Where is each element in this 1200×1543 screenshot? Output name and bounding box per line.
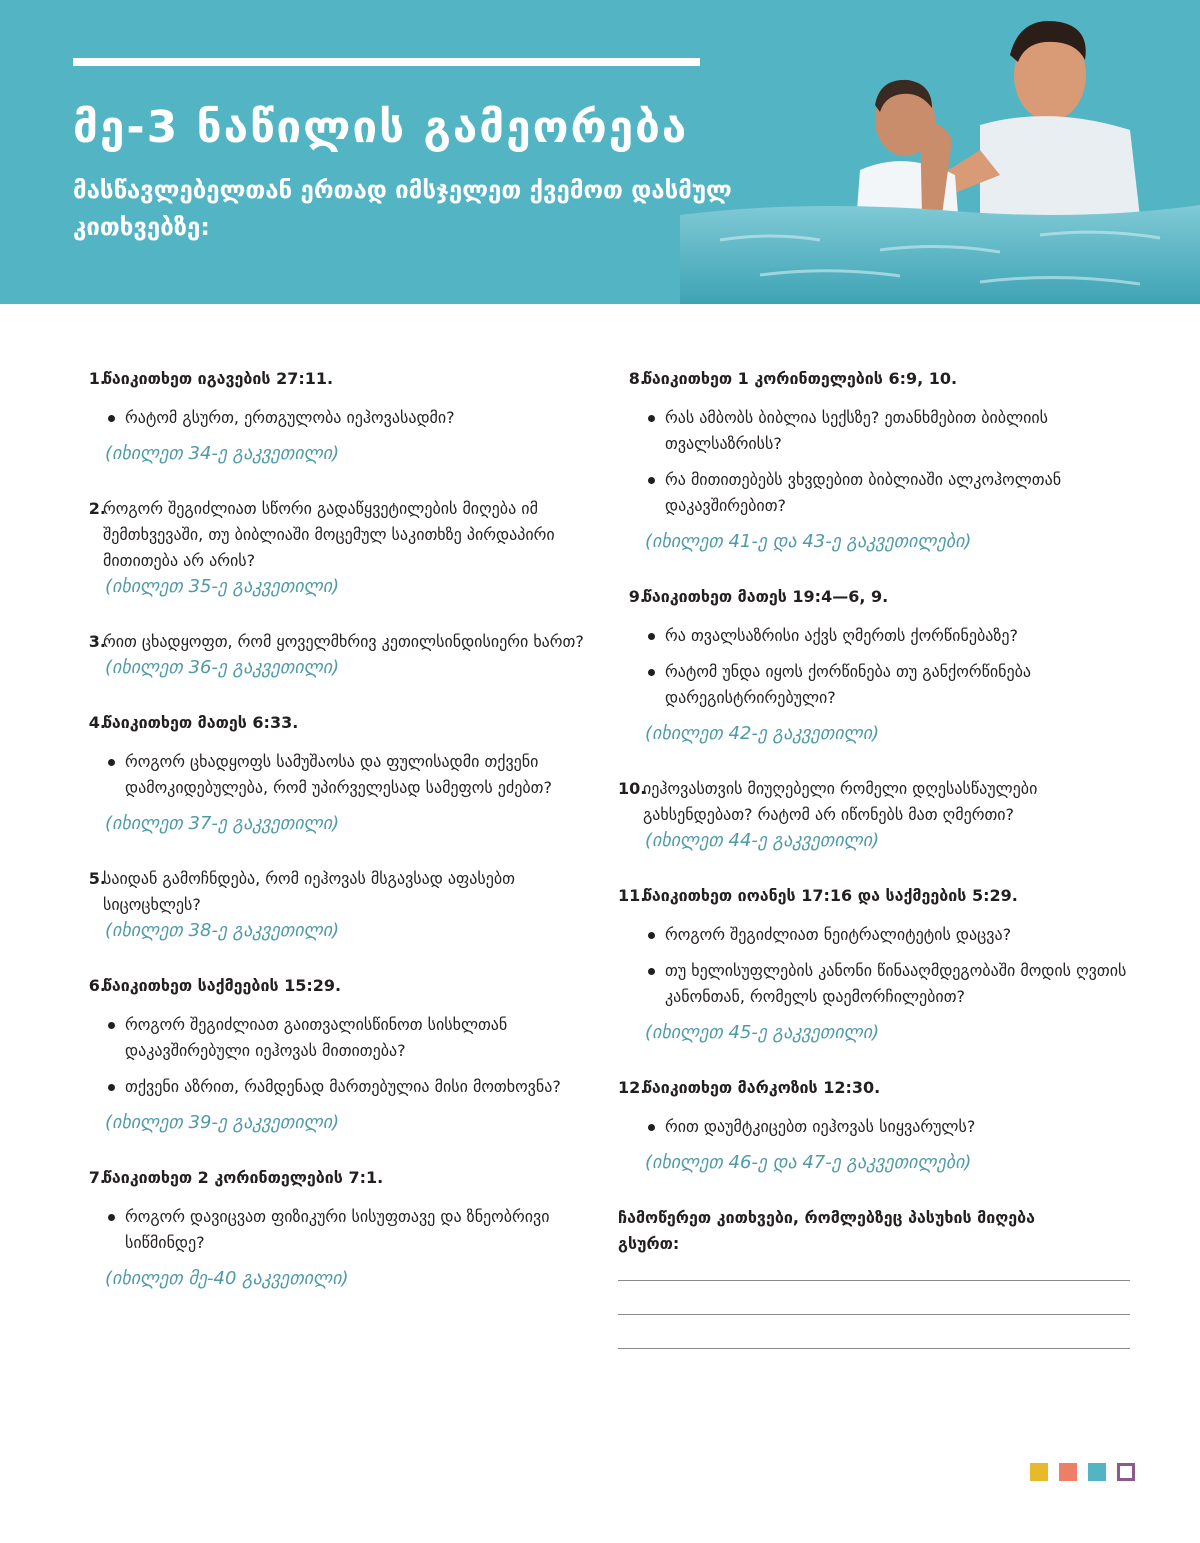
question-text: წაიკითხეთ 1 კორინთელების 6:9, 10. (643, 369, 958, 388)
question-bullets (103, 1204, 598, 1256)
question-text: იეჰოვასთვის მიუღებელი რომელი დღესასწაულები გახსენდებათ? რატომ არ იწონებს მათ ღმერთი? (643, 779, 1038, 824)
question-number: 5. (88, 869, 106, 888)
question-body (103, 496, 598, 600)
notes-title: ჩამოწერეთ კითხვები, რომლებზეც პასუხის მიღება გსურთ: (618, 1208, 1036, 1253)
question-body (103, 973, 598, 1136)
notes-lines (618, 1257, 1138, 1349)
question-body (643, 584, 1138, 747)
lesson-reference: (იხილეთ 42-ე გაკვეთილი) (645, 723, 880, 744)
lesson-reference: (იხილეთ 36-ე გაკვეთილი) (105, 657, 340, 678)
question-text: რით ცხადყოფთ, რომ ყოველმხრივ კეთილსინდისიერი ხართ? (103, 632, 584, 651)
lesson-reference: (იხილეთ მე-40 გაკვეთილი) (105, 1268, 349, 1289)
question-body (103, 1165, 598, 1292)
question-item (618, 584, 1138, 747)
header-rule (73, 58, 700, 66)
question-body (103, 629, 598, 681)
question-number: 3. (88, 632, 106, 651)
page-subtitle: მასწავლებელთან ერთად იმსჯელეთ ქვემოთ დასმულ კითხვებზე: (73, 176, 732, 241)
question-item (78, 710, 598, 837)
question-item (78, 366, 598, 467)
question-number: 6. (88, 976, 106, 995)
questions-right-column (618, 366, 1138, 1349)
question-number: 11. (618, 886, 647, 905)
question-bullets (643, 1114, 1138, 1140)
question-item (618, 366, 1138, 555)
question-number: 10. (618, 779, 647, 798)
decorative-squares (1030, 1463, 1135, 1481)
bullet-item: რა მითითებებს ვხვდებით ბიბლიაში ალკოჰოლთან დაკავშირებით? (647, 467, 1138, 519)
bullet-item: რატომ გსურთ, ერთგულობა იეჰოვასადმი? (107, 405, 598, 431)
question-text: წაიკითხეთ საქმეების 15:29. (103, 976, 342, 995)
bullet-item: თქვენი აზრით, რამდენად მართებულია მისი მოთხოვნა? (107, 1074, 598, 1100)
question-text: როგორ შეგიძლიათ სწორი გადაწყვეტილების მიღება იმ შემთხვევაში, თუ ბიბლიაში მოცემულ საკითხზე პირდაპირი მითითება არ არის? (103, 499, 555, 570)
question-bullets (103, 749, 598, 801)
question-number: 4. (88, 713, 106, 732)
question-text: წაიკითხეთ მათეს 6:33. (103, 713, 299, 732)
bullet-item: როგორ დავიცვათ ფიზიკური სისუფთავე და ზნეობრივი სიწმინდე? (107, 1204, 598, 1256)
bullet-item: როგორ შეგიძლიათ გაითვალისწინოთ სისხლთან დაკავშირებული იეჰოვას მითითება? (107, 1012, 598, 1064)
lesson-reference: (იხილეთ 41-ე და 43-ე გაკვეთილები) (645, 531, 972, 552)
bullet-item: რას ამბობს ბიბლია სექსზე? ეთანხმებით ბიბლიის თვალსაზრისს? (647, 405, 1138, 457)
question-bullets (643, 623, 1138, 711)
question-item (618, 776, 1138, 854)
square-outline (1117, 1463, 1135, 1481)
question-text: საიდან გამოჩნდება, რომ იეჰოვას მსგავსად აფასებთ სიცოცხლეს? (103, 869, 515, 914)
question-bullets (643, 405, 1138, 519)
page-title: მე-3 ნაწილის გამეორება (73, 102, 689, 153)
question-number: 2. (88, 499, 106, 518)
question-number: 12. (618, 1078, 647, 1097)
lesson-reference: (იხილეთ 46-ე და 47-ე გაკვეთილები) (645, 1152, 972, 1173)
question-text: წაიკითხეთ 2 კორინთელების 7:1. (103, 1168, 384, 1187)
question-text: წაიკითხეთ მათეს 19:4—6, 9. (643, 587, 889, 606)
question-body (103, 366, 598, 467)
question-number: 7. (88, 1168, 106, 1187)
notes-section (618, 1205, 1138, 1349)
header-banner (0, 0, 1200, 304)
question-bullets (103, 405, 598, 431)
question-item (78, 866, 598, 944)
question-number: 1. (88, 369, 106, 388)
question-text: წაიკითხეთ მარკოზის 12:30. (643, 1078, 881, 1097)
questions-left-column (78, 366, 598, 1321)
question-text: წაიკითხეთ იოანეს 17:16 და საქმეების 5:29. (643, 886, 1018, 905)
question-number: 8. (628, 369, 646, 388)
bullet-item: როგორ შეგიძლიათ ნეიტრალიტეტის დაცვა? (647, 922, 1138, 948)
question-item (618, 1075, 1138, 1176)
question-body (643, 883, 1138, 1046)
bullet-item: რით დაუმტკიცებთ იეჰოვას სიყვარულს? (647, 1114, 1138, 1140)
lesson-reference: (იხილეთ 44-ე გაკვეთილი) (645, 830, 880, 851)
lesson-reference: (იხილეთ 45-ე გაკვეთილი) (645, 1022, 880, 1043)
question-body (103, 710, 598, 837)
question-body (643, 366, 1138, 555)
lesson-reference: (იხილეთ 38-ე გაკვეთილი) (105, 920, 340, 941)
writing-line[interactable] (618, 1348, 1130, 1349)
bullet-item: როგორ ცხადყოფს სამუშაოსა და ფულისადმი თქვენი დამოკიდებულება, რომ უპირველესად სამეფოს ეძებთ? (107, 749, 598, 801)
bullet-item: რატომ უნდა იყოს ქორწინება თუ განქორწინება დარეგისტრირებული? (647, 659, 1138, 711)
lesson-reference: (იხილეთ 37-ე გაკვეთილი) (105, 813, 340, 834)
bullet-item: რა თვალსაზრისი აქვს ღმერთს ქორწინებაზე? (647, 623, 1138, 649)
lesson-reference: (იხილეთ 39-ე გაკვეთილი) (105, 1112, 340, 1133)
question-body (103, 866, 598, 944)
question-bullets (643, 922, 1138, 1010)
lesson-reference: (იხილეთ 34-ე გაკვეთილი) (105, 443, 340, 464)
question-bullets (103, 1012, 598, 1100)
question-body (643, 776, 1138, 854)
square-coral (1059, 1463, 1077, 1481)
writing-line[interactable] (618, 1314, 1130, 1315)
square-teal (1088, 1463, 1106, 1481)
question-item (78, 629, 598, 681)
question-item (78, 973, 598, 1136)
question-item (78, 496, 598, 600)
question-text: წაიკითხეთ იგავების 27:11. (103, 369, 334, 388)
question-item (618, 883, 1138, 1046)
square-yellow (1030, 1463, 1048, 1481)
question-body (643, 1075, 1138, 1176)
writing-line[interactable] (618, 1280, 1130, 1281)
question-item (78, 1165, 598, 1292)
lesson-reference: (იხილეთ 35-ე გაკვეთილი) (105, 576, 340, 597)
bullet-item: თუ ხელისუფლების კანონი წინააღმდეგობაში მოდის ღვთის კანონთან, რომელს დაემორჩილებით? (647, 958, 1138, 1010)
question-number: 9. (628, 587, 646, 606)
